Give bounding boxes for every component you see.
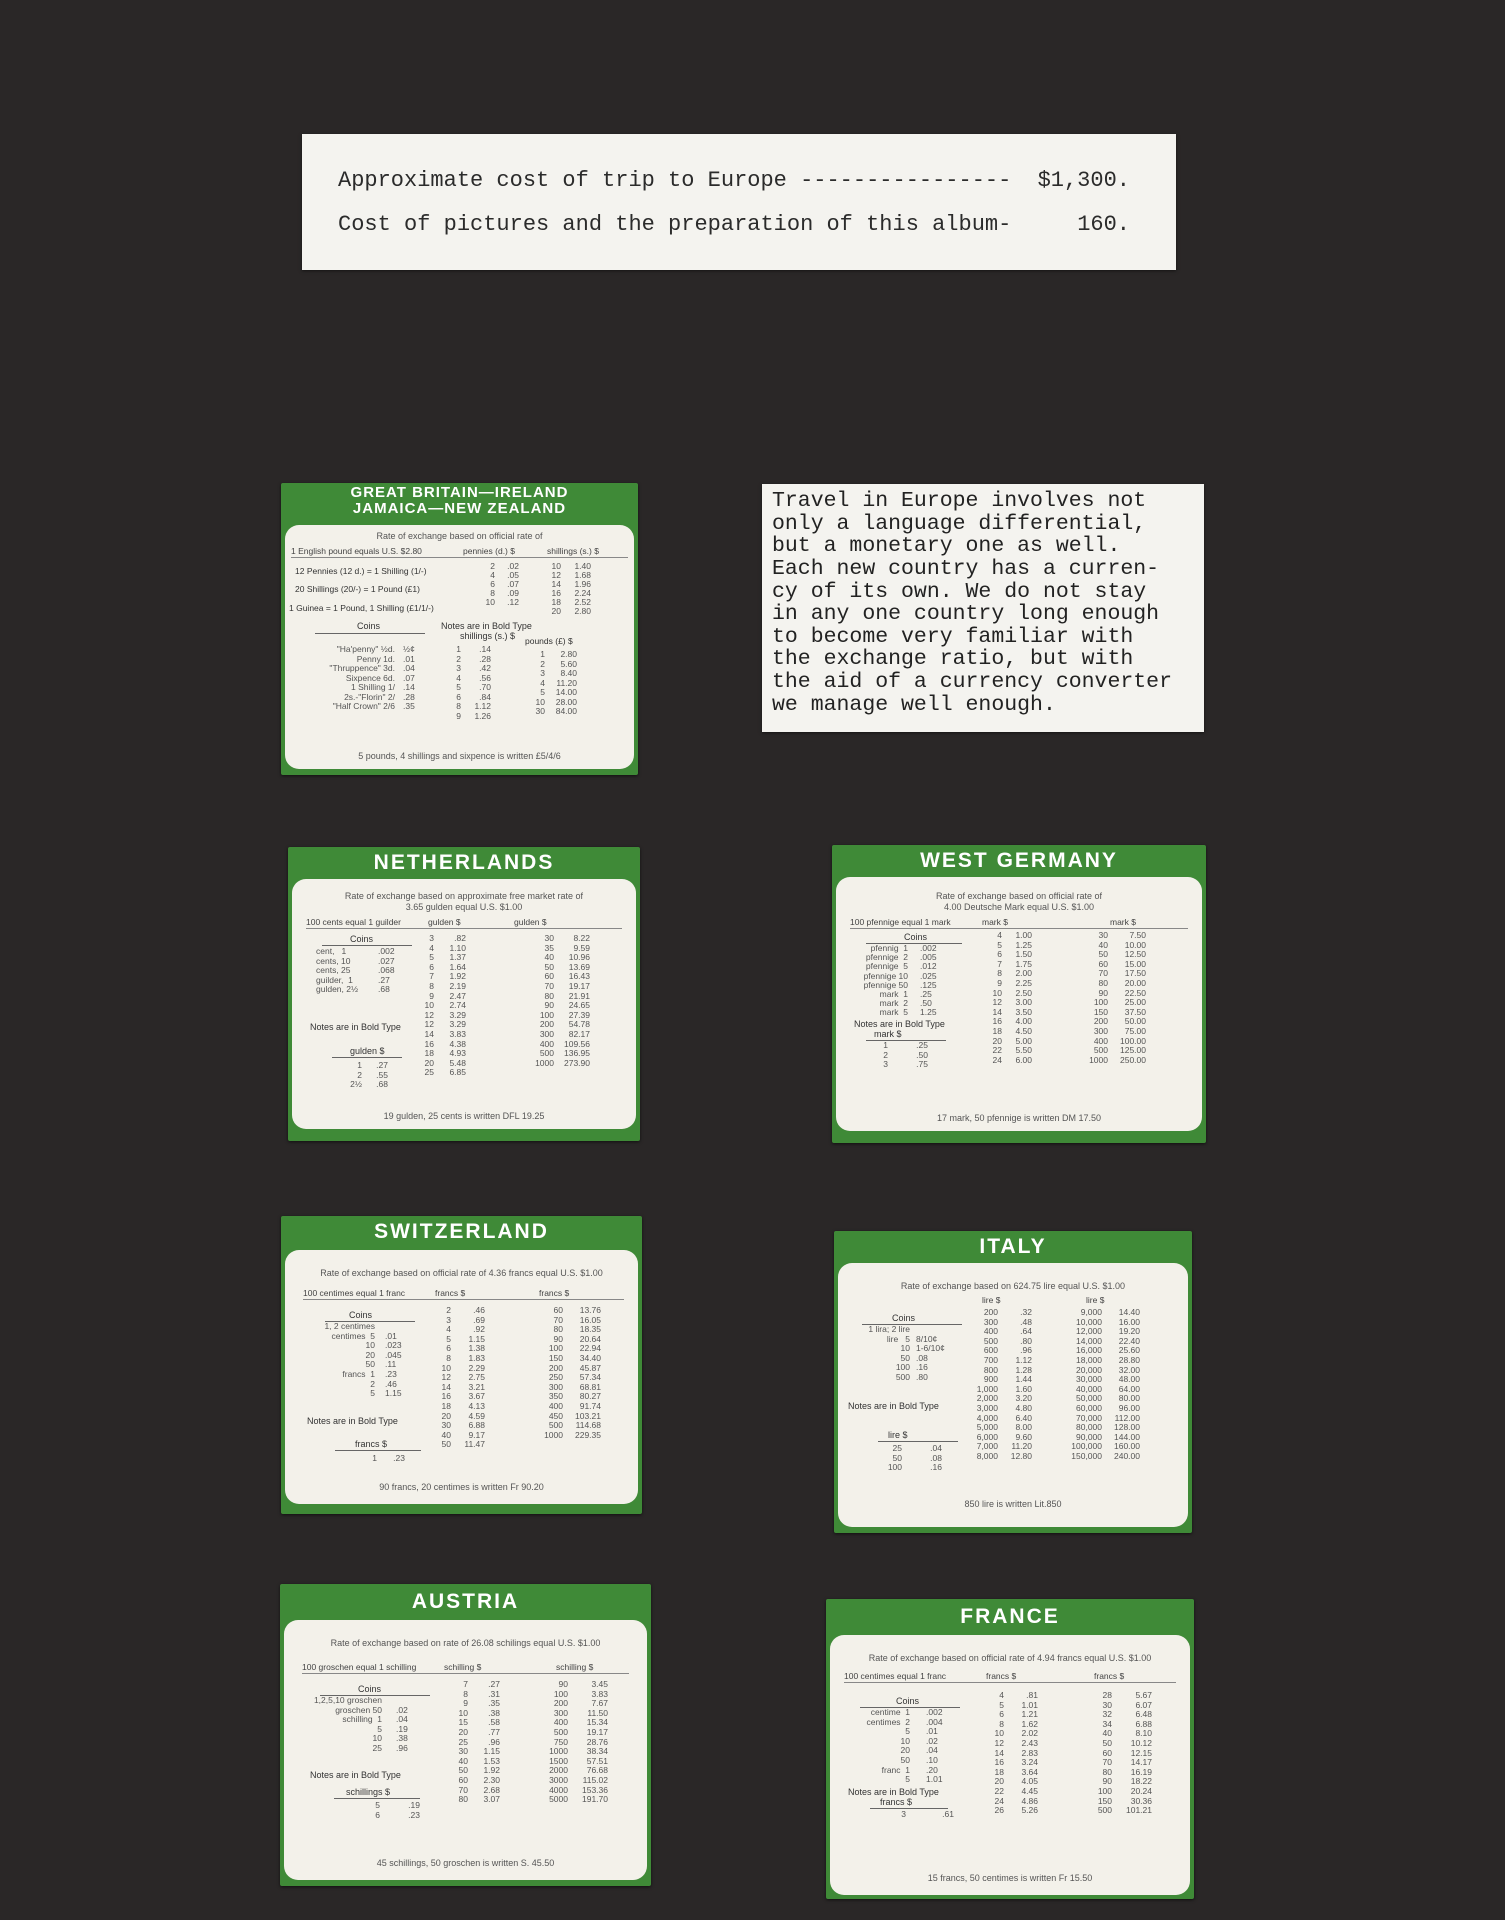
value-column: .25 .50 .75 [916, 1040, 928, 1069]
coins-heading: Coins [357, 621, 381, 631]
notes-subheading: mark $ [874, 1029, 902, 1039]
card-title [281, 485, 638, 517]
value-column: .46 .69 .92 1.15 1.38 1.83 2.29 2.75 3.21 3.67 4.13 4.59 6.88 9.17 11.47 [464, 1305, 485, 1450]
header-row [291, 546, 628, 558]
header-text: 100 groschen equal 1 schilling [302, 1662, 417, 1672]
coin-names: cent, 1 cents, 10 cents, 25 guilder, 1 gulden, 2½ [316, 946, 359, 994]
coin-values: .002 .027 .068 .27 .68 [378, 946, 395, 994]
trip-cost-label: Approximate cost of trip to Europe ---------------- [338, 168, 1012, 193]
header-row [850, 917, 1188, 929]
value-column: 8.22 9.59 10.96 13.69 16.43 19.17 21.91 24.65 27.39 54.78 82.17 109.56 136.95 273.90 [564, 933, 590, 1068]
divider [332, 1057, 402, 1058]
card-italy [834, 1231, 1192, 1533]
header-text: 100 centimes equal 1 franc [303, 1288, 406, 1298]
value-column: 2 3 4 5 6 8 10 12 14 16 18 20 30 40 50 [441, 1305, 451, 1450]
travel-note-line: in any one country long enough [772, 602, 1160, 626]
coin-values: .02 .04 .19 .38 .96 [396, 1704, 408, 1753]
card-body [838, 1263, 1188, 1527]
card-great-britain [281, 483, 638, 775]
notes-heading: Notes are in Bold Type [310, 1022, 401, 1032]
trip-cost-line [338, 168, 1130, 193]
value-column: 200 300 400 500 600 700 800 900 1,000 2,000 3,000 4,000 5,000 6,000 7,000 8,000 [976, 1307, 998, 1461]
card-body [836, 877, 1202, 1131]
value-column: 1 2 3 4 5 10 30 [535, 649, 545, 716]
value-column: 3 [901, 1809, 906, 1819]
header-row [303, 1288, 624, 1300]
travel-note-line: the aid of a currency converter [772, 670, 1172, 694]
travel-note-line: to become very familiar with [772, 625, 1134, 649]
header-text: lire $ [982, 1295, 1001, 1305]
notes-subheading: shillings (s.) $ [460, 631, 516, 641]
value-column: 4 5 6 7 8 9 10 12 14 16 18 20 22 24 [992, 930, 1002, 1065]
value-column: 14.40 16.00 19.20 22.40 25.60 28.80 32.00 48.00 64.00 80.00 96.00 112.00 128.00 144.00 160.00 240.00 [1114, 1307, 1140, 1461]
value-column: .14 .28 .42 .56 .70 .84 1.12 1.26 [474, 644, 491, 721]
notes-subheading: francs $ [355, 1439, 388, 1449]
header-row [852, 1295, 1174, 1306]
card-title: NETHERLANDS [373, 851, 555, 874]
notes-subheading: gulden $ [350, 1046, 385, 1056]
travel-note-line: the exchange ratio, but with [772, 647, 1134, 671]
card-france [826, 1599, 1194, 1899]
conversion-text: 1 Guinea = 1 Pound, 1 Shilling (£1/1/-) [289, 603, 434, 613]
value-column: .19 .23 [408, 1800, 420, 1820]
value-column: 28 30 32 34 40 50 60 70 80 90 100 150 500 [1097, 1690, 1112, 1816]
coin-names: 1 lira; 2 lire lire 5 10 50 100 500 [868, 1324, 910, 1382]
notes-subheading: schillings $ [346, 1787, 391, 1797]
card-footnote: 5 pounds, 4 shillings and sixpence is written £5/4/6 [358, 751, 561, 761]
coins-heading: Coins [350, 934, 374, 944]
value-column: 60 70 80 90 100 150 200 250 300 350 400 450 500 1000 [544, 1305, 563, 1440]
coin-values: ½¢ .01 .04 .07 .14 .28 .35 [403, 644, 415, 711]
value-column: 3.45 3.83 7.67 11.50 15.34 19.17 28.76 38.34 57.51 76.68 115.02 153.36 191.70 [582, 1679, 608, 1805]
card-netherlands [288, 847, 640, 1141]
notes-heading: Notes are in Bold Type [848, 1401, 939, 1411]
header-text: schilling $ [444, 1662, 482, 1672]
exchange-rate-text: Rate of exchange based on 624.75 lire equal U.S. $1.00 [900, 1281, 1126, 1291]
value-column: 4 5 6 8 10 12 14 16 18 20 22 24 26 [994, 1690, 1004, 1816]
divider [334, 1798, 420, 1799]
value-column: 10 12 14 16 18 20 [551, 561, 561, 616]
conversion-text: 12 Pennies (12 d.) = 1 Shilling (1/-) [295, 566, 427, 576]
value-column: 1 2 2½ [350, 1060, 362, 1089]
card-switzerland [281, 1216, 642, 1514]
travel-note [762, 484, 1204, 732]
travel-note-line: only a language differential, [772, 512, 1147, 536]
value-column: .81 1.01 1.21 1.62 2.02 2.43 2.83 3.24 3.64 4.05 4.45 4.86 5.26 [1021, 1690, 1038, 1816]
card-body [830, 1635, 1190, 1895]
exchange-rate-text: Rate of exchange based on official rate of 4.94 francs equal U.S. $1.00 [868, 1653, 1152, 1663]
pictures-cost-amount: 160. [1077, 212, 1130, 237]
value-column: .23 [393, 1453, 405, 1463]
header-text: francs $ [1094, 1671, 1125, 1681]
value-column: 1 2 3 [883, 1040, 888, 1069]
value-column: 2.80 5.60 8.40 11.20 14.00 28.00 84.00 [555, 649, 577, 716]
coins-heading: Coins [896, 1696, 920, 1706]
value-column: .27 .55 .68 [376, 1060, 388, 1089]
header-text: francs $ [986, 1671, 1017, 1681]
coins-heading: Coins [892, 1313, 916, 1323]
coin-values: .002 .004 .01 .02 .04 .10 .20 1.01 [926, 1707, 943, 1785]
card-body [292, 879, 636, 1129]
coin-names: pfennig 1 pfennige 2 pfennige 5 pfennige 10 pfennige 50 mark 1 mark 2 mark 5 [863, 943, 908, 1018]
notes-heading: Notes are in Bold Type [307, 1416, 398, 1426]
value-column: .82 1.10 1.37 1.64 1.92 2.19 2.47 2.74 3.29 3.29 3.83 4.38 4.93 5.48 6.85 [449, 933, 466, 1078]
card-west-germany [832, 845, 1206, 1143]
value-column: 9,000 10,000 12,000 14,000 16,000 18,000 20,000 30,000 40,000 50,000 60,000 70,000 80,000 90,000 100,000 150,000 [1071, 1307, 1102, 1461]
value-column: 13.76 16.05 18.35 20.64 22.94 34.40 45.87 57.34 68.81 80.27 91.74 103.21 114.68 229.35 [575, 1305, 601, 1440]
card-title: SWITZERLAND [374, 1220, 549, 1243]
travel-note-line: but a monetary one as well. [772, 534, 1121, 558]
value-column: 1.00 1.25 1.50 1.75 2.00 2.25 2.50 3.00 3.50 4.00 4.50 5.00 5.50 6.00 [1015, 930, 1032, 1065]
header-text: 100 centimes equal 1 franc [844, 1671, 947, 1681]
header-text: 100 pfennige equal 1 mark [850, 917, 951, 927]
value-column: 5 6 [375, 1800, 380, 1820]
value-column: 5.67 6.07 6.48 6.88 8.10 10.12 12.15 14.17 16.19 18.22 20.24 30.36 101.21 [1126, 1690, 1152, 1816]
exchange-rate-text: Rate of exchange based on rate of 26.08 schilings equal U.S. $1.00 [330, 1638, 601, 1648]
notes-heading: Notes are in Bold Type [854, 1019, 945, 1029]
cost-note [302, 134, 1176, 270]
divider [315, 633, 425, 634]
exchange-rate-text: Rate of exchange based on official rate of 4.00 Deutsche Mark equal U.S. $1.00 [936, 891, 1102, 912]
notes-heading: Notes are in Bold Type [441, 621, 532, 631]
card-body [285, 1250, 638, 1504]
value-column: .02 .05 .07 .09 .12 [507, 561, 519, 607]
value-column: .61 [942, 1809, 954, 1819]
card-title: ITALY [979, 1235, 1047, 1258]
card-footnote: 15 francs, 50 centimes is written Fr 15.50 [927, 1873, 1093, 1883]
pictures-cost-label: Cost of pictures and the preparation of this album- [338, 212, 1012, 237]
card-title: AUSTRIA [411, 1590, 520, 1613]
pounds-heading: pounds (£) $ [525, 636, 573, 646]
notes-subheading: francs $ [880, 1797, 913, 1807]
value-column: 1 [372, 1453, 377, 1463]
card-footnote: 19 gulden, 25 cents is written DFL 19.25 [383, 1111, 545, 1121]
travel-note-line: Travel in Europe involves not [772, 489, 1147, 513]
header-text: 1 English pound equals U.S. $2.80 [291, 546, 422, 556]
coin-values: .002 .005 .012 .025 .125 .25 .50 1.25 [920, 943, 937, 1018]
notes-subheading: lire $ [888, 1430, 908, 1440]
value-column: 7 8 9 10 15 20 25 30 40 50 60 70 80 [458, 1679, 468, 1805]
value-column: 1 2 3 4 5 6 8 9 [456, 644, 461, 721]
header-text: mark $ [1110, 917, 1136, 927]
value-column: 30 35 40 50 60 70 80 90 100 200 300 400 500 1000 [535, 933, 554, 1068]
coin-names: centime 1 centimes 2 5 10 20 50 franc 1 5 [866, 1707, 910, 1785]
card-footnote: 850 lire is written Lit.850 [964, 1499, 1062, 1509]
value-column: 25 50 100 [887, 1443, 902, 1473]
coin-values: 8/10¢ 1-6/10¢ .08 .16 .80 [916, 1333, 945, 1382]
trip-cost-amount: $1,300. [1037, 168, 1130, 193]
divider [335, 1450, 421, 1451]
header-text: lire $ [1086, 1295, 1105, 1305]
value-column: .32 .48 .64 .80 .96 1.12 1.28 1.44 1.60 3.20 4.80 6.40 8.00 9.60 11.20 12.80 [1010, 1307, 1032, 1461]
header-text: francs $ [435, 1288, 466, 1298]
coins-heading: Coins [358, 1684, 382, 1694]
header-row [302, 1662, 629, 1674]
coins-heading: Coins [349, 1310, 373, 1320]
card-footnote: 17 mark, 50 pfennige is written DM 17.50 [936, 1113, 1102, 1123]
value-column: 90 100 200 300 400 500 750 1000 1500 2000 3000 4000 5000 [549, 1679, 568, 1805]
card-austria [280, 1584, 651, 1886]
exchange-rate-text: Rate of exchange based on official rate of 4.36 francs equal U.S. $1.00 [320, 1268, 603, 1278]
divider [878, 1441, 958, 1442]
coin-names: "Ha'penny" ½d. Penny 1d. "Thruppence" 3d. Sixpence 6d. 1 Shilling 1/ 2s.-"Florin" 2/ "Half Crown" 2/6 [329, 644, 395, 711]
travel-note-line: cy of its own. We do not stay [772, 580, 1147, 604]
header-row [844, 1671, 1176, 1683]
value-column: 1.40 1.68 1.96 2.24 2.52 2.80 [574, 561, 591, 616]
travel-note-line: Each new country has a curren- [772, 557, 1160, 581]
coins-heading: Coins [904, 932, 928, 942]
exchange-rate-text: Rate of exchange based on approximate free market rate of 3.65 gulden equal U.S. $1.00 [344, 891, 584, 912]
card-title: WEST GERMANY [920, 849, 1118, 872]
card-footnote: 90 francs, 20 centimes is written Fr 90.20 [379, 1482, 544, 1492]
header-text: 100 cents equal 1 guilder [306, 917, 401, 927]
card-title: FRANCE [960, 1605, 1060, 1628]
header-text: schilling $ [556, 1662, 594, 1672]
card-title-line: JAMAICA—NEW ZEALAND [352, 500, 567, 517]
card-title-line: GREAT BRITAIN—IRELAND [350, 484, 569, 501]
exchange-rate-text: Rate of exchange based on official rate of [376, 531, 543, 541]
header-text: mark $ [982, 917, 1008, 927]
header-text: gulden $ [514, 917, 547, 927]
header-text: pennies (d.) $ [463, 546, 515, 556]
pictures-cost-line [338, 212, 1130, 237]
header-row [306, 917, 622, 929]
coin-names: 1, 2 centimes centimes 5 10 20 50 francs 1 2 5 [324, 1321, 375, 1399]
card-body [285, 525, 634, 769]
notes-heading: Notes are in Bold Type [848, 1787, 939, 1797]
value-column: 7.50 10.00 12.50 15.00 17.50 20.00 22.50 25.00 37.50 50.00 75.00 100.00 125.00 250.00 [1120, 930, 1146, 1065]
notes-heading: Notes are in Bold Type [310, 1770, 401, 1780]
travel-note-line: we manage well enough. [772, 693, 1056, 717]
value-column: 30 40 50 60 70 80 90 100 150 200 300 400 500 1000 [1089, 930, 1108, 1065]
value-column: .04 .08 .16 [930, 1443, 942, 1473]
conversion-text: 20 Shillings (20/-) = 1 Pound (£1) [295, 584, 420, 594]
header-text: shillings (s.) $ [547, 546, 599, 556]
coin-names: 1,2,5,10 groschen groschen 50 schilling 1 5 10 25 [313, 1695, 382, 1753]
value-column: 3 4 5 6 7 8 9 10 12 12 14 16 18 20 25 [424, 933, 434, 1078]
value-column: 2 4 6 8 10 [485, 561, 495, 607]
header-text: gulden $ [428, 917, 461, 927]
coin-values: .01 .023 .045 .11 .23 .46 1.15 [385, 1330, 402, 1399]
value-column: .27 .31 .35 .38 .58 .77 .96 1.15 1.53 1.92 2.30 2.68 3.07 [483, 1679, 500, 1805]
header-text: francs $ [539, 1288, 570, 1298]
card-footnote: 45 schillings, 50 groschen is written S. 45.50 [376, 1858, 555, 1868]
card-body [284, 1620, 647, 1880]
